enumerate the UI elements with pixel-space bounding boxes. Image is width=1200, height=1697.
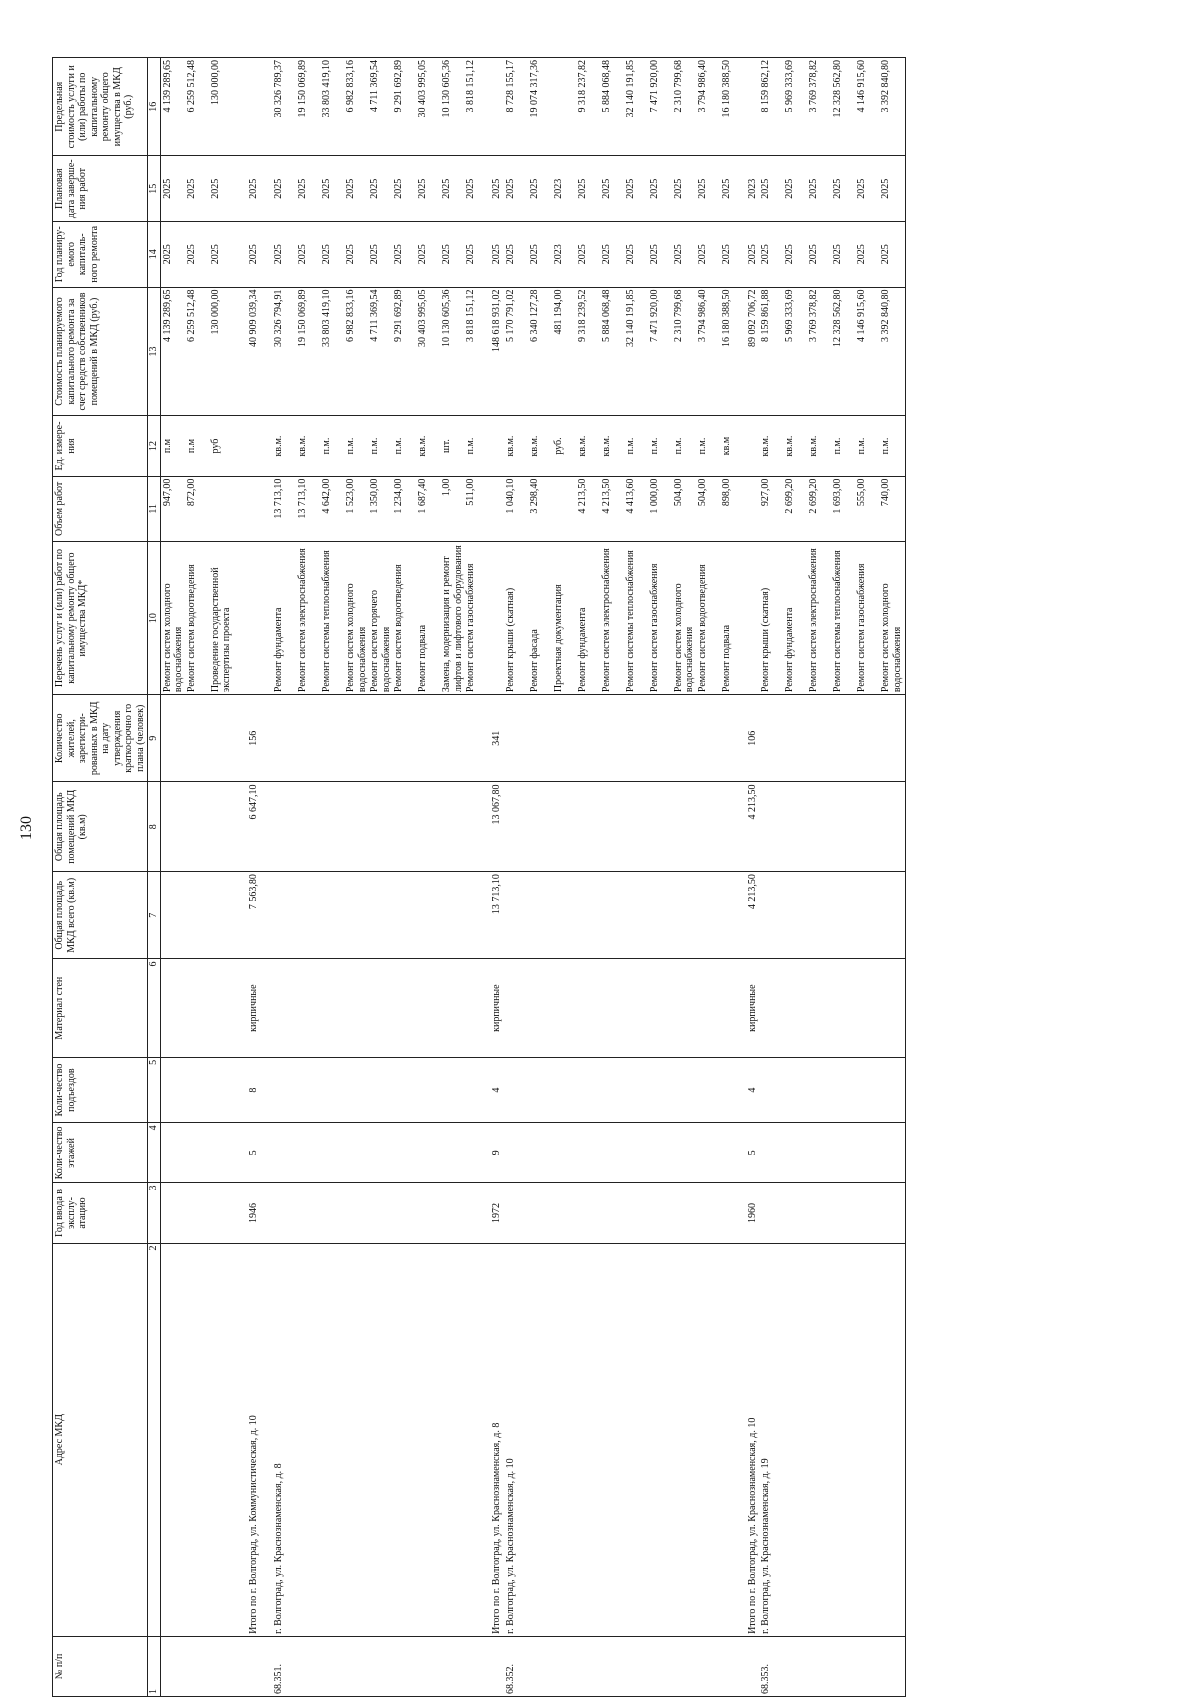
spacer-row [260,58,272,1697]
work-limit: 4 711 369,54 [369,60,380,113]
house-number: 68.351. [272,1636,490,1696]
work-year: 2025 [297,244,308,265]
work-end: 2025 [856,178,867,199]
work-volume [553,479,577,540]
work-end: 2025 [576,178,588,199]
work-cost: 7 471 920,00 [648,289,660,343]
area-total: 4 213,50 [746,872,760,959]
work-unit: кв.м. [528,435,540,457]
work-volume: 504,00 [696,478,708,507]
work-name: Ремонт систем водоотведения [393,564,404,693]
work-end: 2025 [417,178,428,199]
total-end: 2023 [746,156,760,222]
header-cell: Стоимость планируемого капитального ремонта за счет средств собственников помещений в МКД (руб.) [53,287,148,416]
column-number: 3 [148,1183,161,1243]
work-end: 2025 [760,178,771,199]
work-name: Ремонт систем электроснабжения [808,548,819,693]
work-unit: кв.м. [504,435,516,457]
area-rooms: 6 647,10 [247,782,261,872]
work-volume: 4 413,60 [624,478,636,514]
house-row [504,58,746,1697]
work-year: 2025 [441,244,452,265]
work-name: Замена, модернизация и ремонт лифтов и лифтового оборудования [441,545,464,693]
house-row [759,58,906,1697]
floors: 5 [247,1123,261,1183]
work-unit: п.м. [832,437,843,455]
work-volume: 1 000,00 [648,478,660,514]
work-unit: кв.м. [784,435,795,457]
work-cost: 9 318 239,52 [576,289,588,343]
work-cost: 2 310 799,68 [672,289,684,343]
work-name: Ремонт систем электроснабжения [600,548,612,693]
total-end: 2025 [247,156,261,222]
work-year: 2025 [880,244,891,265]
work-name: Ремонт системы теплоснабжения [624,550,636,693]
work-volume: 4 642,00 [321,478,332,514]
work-year: 2025 [760,244,771,265]
work-name: Ремонт фундамента [273,607,284,693]
total-cost: 40 909 039,34 [247,287,261,416]
work-volume: 13 713,10 [297,478,308,519]
work-volume: 898,00 [720,478,732,507]
work-unit: шт. [441,439,452,453]
column-number: 8 [148,782,161,872]
work-cost: 8 159 861,88 [760,289,771,343]
work-unit: п.м. [624,437,636,455]
work-year: 2025 [808,244,819,265]
column-number: 1 [148,1636,161,1696]
work-name: Ремонт фундамента [576,607,588,693]
header-cell: Общая площадь МКД всего (кв.м) [53,872,148,959]
header-cell: Адрес МКД [53,1243,148,1636]
work-name: Ремонт систем газоснабжения [856,563,867,693]
header-cell: Ед. измере-ния [53,416,148,476]
wall-material: кирпичные [490,959,504,1057]
total-row [247,58,261,1697]
work-unit: кв.м. [808,435,819,457]
work-cost: 130 000,00 [209,289,221,335]
work-cost: 5 170 791,02 [504,289,516,343]
work-unit: руб [209,438,221,454]
work-cost: 4 139 289,65 [161,289,173,343]
column-number: 14 [148,222,161,288]
work-cost: 4 711 369,54 [369,289,380,342]
capital-repair-table [52,57,906,1697]
work-limit: 6 982 833,16 [345,60,356,113]
work-unit: п.м. [321,437,332,455]
house-address: г. Волгоград, ул. Краснознаменская, д. 19 [759,1243,906,1636]
work-name: Ремонт системы теплоснабжения [832,550,843,693]
header-cell: Материал стен [53,959,148,1057]
work-cost: 30 326 794,91 [273,289,284,348]
work-limit: 5 884 068,48 [600,60,612,113]
header-cell: Общая площадь помещений МКД (кв.м) [53,782,148,872]
work-year: 2023 [552,244,564,265]
work-end: 2025 [297,178,308,199]
year-built: 1946 [247,1183,261,1243]
work-year: 2025 [720,244,732,265]
work-name: Ремонт систем горячего водоснабжения [369,590,392,693]
work-end: 2025 [696,178,708,199]
work-volume: 872,00 [185,478,197,507]
work-volume: 4 213,50 [600,478,612,514]
column-number: 11 [148,476,161,542]
work-limit: 19 074 317,36 [528,60,540,118]
area-total: 7 563,80 [247,872,261,959]
work-cost: 3 769 378,82 [808,289,819,343]
work-volume: 2 699,20 [784,478,795,514]
work-unit: п.м. [465,437,476,455]
work-name: Ремонт фундамента [784,607,795,693]
work-volume: 555,00 [856,478,867,507]
work-year: 2025 [528,244,540,265]
total-cost: 148 618 931,02 [490,287,504,416]
work-end: 2025 [600,178,612,199]
work-year: 2025 [321,244,332,265]
column-number: 15 [148,156,161,222]
total-end: 2025 [490,156,504,222]
work-limit: 5 969 333,69 [784,60,795,113]
work-limit: 6 259 512,48 [185,60,197,113]
total-year: 2025 [746,222,760,288]
spacer-row [235,58,247,1697]
column-number: 9 [148,695,161,782]
work-unit: кв.м. [297,435,308,457]
work-end: 2025 [209,178,221,199]
work-unit: кв.м. [417,435,428,457]
work-cost: 481 194,00 [552,289,564,335]
column-number: 16 [148,58,161,156]
work-year: 2025 [624,244,636,265]
work-year: 2025 [696,244,708,265]
house-address: г. Волгоград, ул. Краснознаменская, д. 10 [504,1243,746,1636]
page-number: 130 [18,816,35,840]
work-cost: 6 259 512,48 [185,289,197,343]
work-name: Ремонт систем холодного водоснабжения [161,583,184,693]
work-volume: 947,00 [161,478,173,507]
work-unit: п.м. [672,437,684,455]
work-name: Ремонт систем электроснабжения [297,548,308,693]
work-unit: п.м [161,438,173,454]
total-label: Итого по г. Волгоград, ул. Краснознаменская, д. 8 [490,1243,504,1636]
work-year: 2025 [369,244,380,265]
work-limit: 33 803 419,10 [321,60,332,118]
work-unit: кв.м. [273,435,284,457]
work-limit: 130 000,00 [209,60,221,105]
work-end: 2025 [441,178,452,199]
work-name: Ремонт систем холодного водоснабжения [672,583,695,693]
work-year: 2025 [161,244,173,265]
work-name: Проведение государственной экспертизы проекта [209,567,232,693]
work-unit: п.м. [648,437,660,455]
work-limit: 19 150 069,89 [297,60,308,118]
residents: 106 [746,695,760,782]
work-year: 2025 [417,244,428,265]
work-name: Ремонт системы теплоснабжения [321,550,332,693]
work-name: Ремонт систем холодного водоснабжения [345,583,368,693]
total-row [490,58,504,1697]
house-address: г. Волгоград, ул. Краснознаменская, д. 8 [272,1243,490,1636]
work-volume: 3 298,40 [528,478,540,514]
header-cell: Коли-чество этажей [53,1123,148,1183]
header-cell: Год ввода в эксплу-атацию [53,1183,148,1243]
work-end: 2025 [161,178,173,199]
work-volume [210,479,234,540]
work-limit: 4 146 915,60 [856,60,867,113]
work-unit: кв.м [720,436,732,456]
work-limit: 9 291 692,89 [393,60,404,113]
work-year: 2025 [185,244,197,265]
column-number: 7 [148,872,161,959]
total-label: Итого по г. Волгоград, ул. Коммунистическая, д. 10 [247,1243,261,1636]
work-volume: 1 350,00 [369,478,380,514]
work-volume: 504,00 [672,478,684,507]
work-limit: 2 310 799,68 [672,60,684,113]
work-limit: 16 180 388,50 [720,60,732,118]
work-volume: 1,00 [441,478,452,497]
work-end: 2025 [273,178,284,199]
table-body [160,58,906,1697]
work-year: 2025 [832,244,843,265]
work-end: 2025 [880,178,891,199]
work-volume: 740,00 [880,478,891,507]
work-name: Ремонт подвала [720,624,732,693]
house-number: 68.353. [759,1636,906,1696]
work-limit: 30 326 789,37 [273,60,284,118]
area-total: 13 713,10 [490,872,504,959]
work-limit: 12 328 562,80 [832,60,843,118]
header-cell: Количество жителей, зарегистри-рованных в МКД на дату утверждения краткосрочно го плана (человек) [53,695,148,782]
work-name: Ремонт систем газоснабжения [465,563,476,693]
work-unit: п.м. [393,437,404,455]
work-cost: 3 818 151,12 [465,289,476,343]
header-cell: Плановая дата заверше-ния работ [53,156,148,222]
house-number: 68.352. [504,1636,746,1696]
work-cost: 19 150 069,89 [297,289,308,348]
rotated-page [52,57,1152,1697]
work-end: 2025 [808,178,819,199]
work-cost: 5 884 068,48 [600,289,612,343]
work-list [160,542,235,695]
entrances: 4 [490,1057,504,1123]
column-number: 12 [148,416,161,476]
work-unit: п.м. [856,437,867,455]
work-end: 2025 [648,178,660,199]
work-unit: п.м [185,438,197,454]
work-volume: 13 713,10 [273,478,284,519]
work-end: 2025 [345,178,356,199]
work-limit: 3 818 151,12 [465,60,476,113]
work-unit: кв.м. [576,435,588,457]
work-unit: кв.м. [600,435,612,457]
column-number: 4 [148,1123,161,1183]
work-end: 2025 [624,178,636,199]
header-cell: Коли-чество подъездов [53,1057,148,1123]
work-year: 2025 [576,244,588,265]
work-end: 2025 [393,178,404,199]
column-number: 2 [148,1243,161,1636]
work-volume: 1 234,00 [393,478,404,514]
header-row [53,58,148,1697]
work-volume: 1 687,40 [417,478,428,514]
floors: 5 [746,1123,760,1183]
work-year: 2025 [393,244,404,265]
column-number: 6 [148,959,161,1057]
work-name: Проектная документация [552,584,564,693]
work-limit: 3 769 378,82 [808,60,819,113]
work-end: 2025 [369,178,380,199]
work-volume: 4 213,50 [576,478,588,514]
house-row [272,58,490,1697]
column-number: 13 [148,287,161,416]
work-volume: 511,00 [465,478,476,506]
column-number: 10 [148,542,161,695]
work-cost: 16 180 388,50 [720,289,732,348]
header-cell: № п/п [53,1636,148,1696]
work-volume: 1 523,00 [345,478,356,514]
work-year: 2025 [784,244,795,265]
work-cost: 30 403 995,05 [417,289,428,348]
work-unit: п.м. [880,437,891,455]
work-end: 2025 [504,178,516,199]
year-built: 1960 [746,1183,760,1243]
residents: 341 [490,695,504,782]
work-end: 2025 [528,178,540,199]
header-cell: Предельная стоимость услуги и (или) работы по капитальному ремонту общего имущества в МКД (руб.) [53,58,148,156]
year-built: 1972 [490,1183,504,1243]
work-year: 2025 [465,244,476,265]
work-year: 2025 [345,244,356,265]
work-year: 2025 [273,244,284,265]
work-name: Ремонт подвала [417,624,428,693]
work-limit: 9 318 237,82 [576,60,588,113]
work-cost: 6 982 833,16 [345,289,356,343]
work-limit: 30 403 995,05 [417,60,428,118]
wall-material: кирпичные [247,959,261,1057]
work-cost: 12 328 562,80 [832,289,843,348]
work-end: 2025 [465,178,476,199]
work-cost: 6 340 127,28 [528,289,540,343]
header-cell: Перечень услуг и (или) работ по капитальному ремонту общего имущества МКД* [53,542,148,695]
work-name: Ремонт систем холодного водоснабжения [880,583,903,693]
work-cost: 5 969 333,69 [784,289,795,343]
residents: 156 [247,695,261,782]
work-end: 2023 [552,178,564,199]
work-limit: 8 728 155,17 [504,60,516,113]
work-end: 2025 [720,178,732,199]
work-unit: руб. [552,437,564,455]
work-limit: 7 471 920,00 [648,60,660,113]
work-end: 2025 [185,178,197,199]
work-year: 2025 [648,244,660,265]
work-cost: 10 130 605,36 [441,289,452,348]
work-limit: 3 794 986,40 [696,60,708,113]
work-unit: кв.м. [760,435,771,457]
work-volume: 1 693,00 [832,478,843,514]
header-cell: Год планиру-емого капиталь-ного ремонта [53,222,148,288]
wall-material: кирпичные [746,959,760,1057]
floors: 9 [490,1123,504,1183]
total-label: Итого по г. Волгоград, ул. Краснознаменская, д. 10 [746,1243,760,1636]
work-cost: 3 794 986,40 [696,289,708,343]
work-limit: 32 140 191,85 [624,60,636,118]
work-limit: 3 392 840,80 [880,60,891,113]
work-cost: 33 803 419,10 [321,289,332,348]
work-unit: п.м. [345,437,356,455]
works-block [160,58,235,1697]
work-end: 2025 [321,178,332,199]
work-year: 2025 [600,244,612,265]
work-year: 2025 [504,244,516,265]
entrances: 8 [247,1057,261,1123]
work-year: 2025 [672,244,684,265]
work-unit: п.м. [369,437,380,455]
area-rooms: 13 067,80 [490,782,504,872]
table-header [53,58,161,1697]
work-cost: 3 392 840,80 [880,289,891,343]
total-row [746,58,760,1697]
work-cost: 4 146 915,60 [856,289,867,343]
work-name: Ремонт крыши (скатная) [504,587,516,693]
work-end: 2025 [672,178,684,199]
work-end: 2025 [784,178,795,199]
entrances: 4 [746,1057,760,1123]
work-limit: 10 130 605,36 [441,60,452,118]
work-volume: 1 040,10 [504,478,516,514]
work-year: 2025 [856,244,867,265]
work-cost: 9 291 692,89 [393,289,404,343]
work-end: 2025 [832,178,843,199]
area-rooms: 4 213,50 [746,782,760,872]
total-year: 2025 [247,222,261,288]
work-name: Ремонт систем газоснабжения [648,563,660,693]
total-year: 2025 [490,222,504,288]
column-number-row [148,58,161,1697]
work-name: Ремонт систем водоотведения [185,564,197,693]
work-volume: 2 699,20 [808,478,819,514]
work-cost: 32 140 191,85 [624,289,636,348]
work-name: Ремонт систем водоотведения [696,564,708,693]
work-limit: 4 139 289,65 [161,60,173,113]
work-limit [553,60,577,153]
header-cell: Объем работ [53,476,148,542]
work-limit: 8 159 862,12 [760,60,771,113]
work-name: Ремонт фасада [528,629,540,693]
column-number: 5 [148,1057,161,1123]
work-volume: 927,00 [760,478,771,507]
work-year: 2025 [209,244,221,265]
work-unit: п.м. [696,437,708,455]
total-cost: 89 092 706,72 [746,287,760,416]
work-name: Ремонт крыши (скатная) [760,587,771,693]
